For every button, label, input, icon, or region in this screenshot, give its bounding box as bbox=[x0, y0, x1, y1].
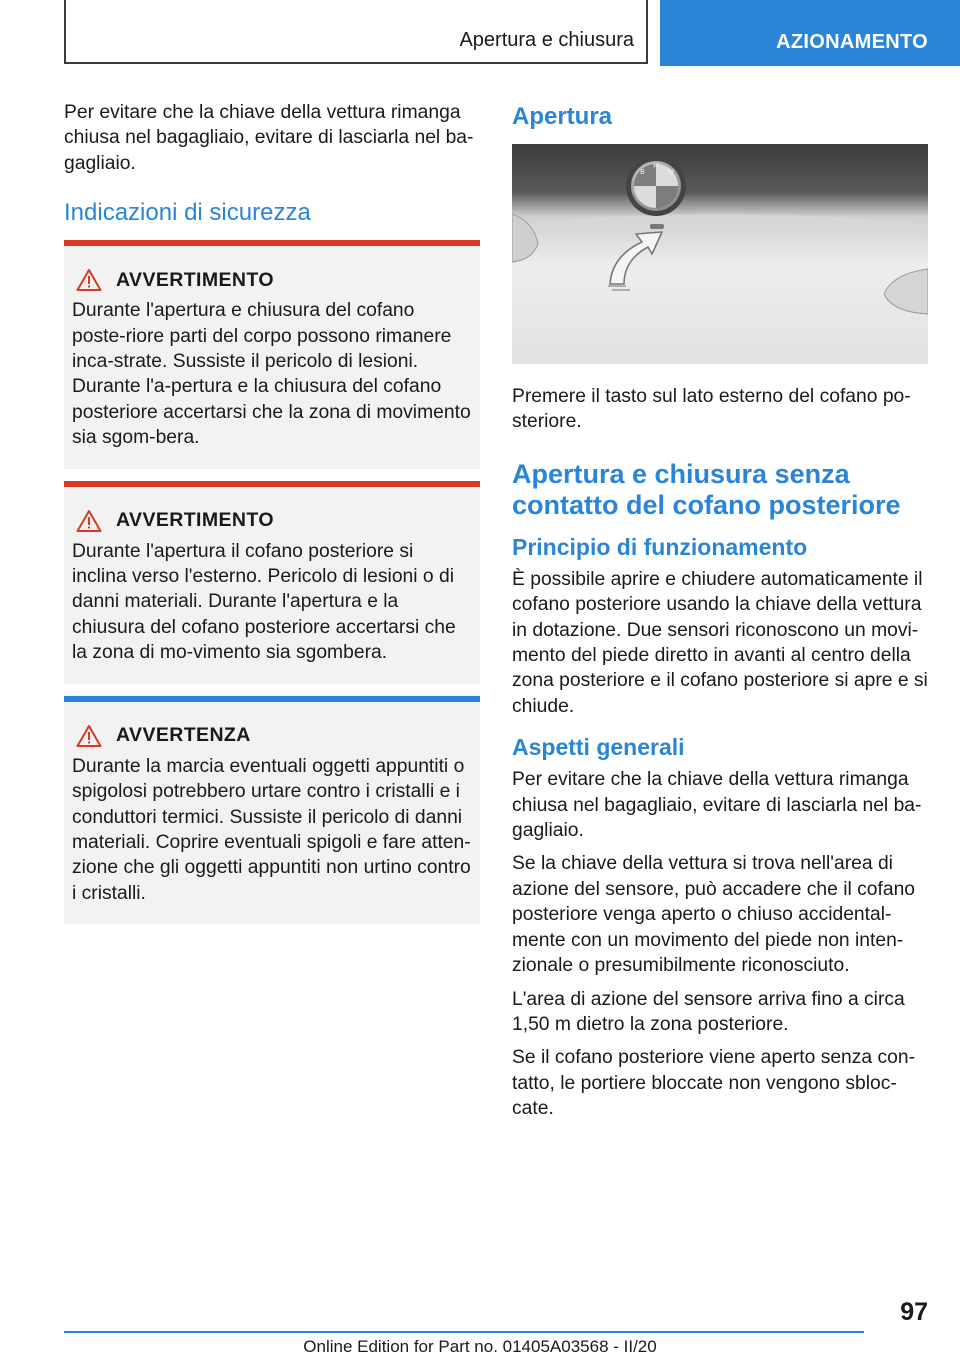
notice-box bbox=[64, 696, 480, 924]
principle-heading: Principio di funzionamento bbox=[512, 533, 808, 560]
notice-label: AVVERTENZA bbox=[116, 724, 251, 747]
general-paragraph: Per evitare che la chiave della vettura rimanga chiusa nel bagagliaio, evitare di lasciarla nel ba-gagliaio. bbox=[512, 769, 922, 842]
warning-triangle-icon bbox=[76, 509, 102, 533]
footer-rule bbox=[64, 1331, 864, 1333]
warning-triangle-icon bbox=[76, 268, 102, 292]
intro-paragraph: Per evitare che la chiave della vettura rimanga chiusa nel bagagliaio, evitare di lasciarla nel ba-gagliaio. bbox=[64, 102, 474, 174]
warning-label: AVVERTIMENTO bbox=[116, 268, 274, 291]
general-paragraph: L'area di azione del sensore arriva fino a circa 1,50 m dietro la zona posteriore. bbox=[512, 988, 905, 1035]
chapter-title: AZIONAMENTO bbox=[776, 31, 928, 53]
contactless-heading: Apertura e chiusura senza contatto del cofano posteriore bbox=[512, 458, 901, 520]
right-column bbox=[512, 102, 928, 1130]
notice-triangle-icon bbox=[76, 724, 102, 748]
warning-title bbox=[72, 266, 472, 294]
general-paragraph: Se la chiave della vettura si trova nell'area di azione del sensore, può accadere che il cofano posteriore venga aperto o chiuso accidental-mente con un movimento del piede non inten-zionale o presumibilmente riconosciuto. bbox=[512, 853, 916, 977]
logo-letter: M bbox=[653, 162, 660, 170]
tailgate-button-illustration bbox=[512, 144, 928, 364]
warning-title bbox=[72, 507, 472, 535]
opening-heading: Apertura bbox=[512, 103, 613, 130]
logo-letter: W bbox=[667, 168, 674, 176]
warning-text: Durante l'apertura e chiusura del cofano poste-riore parti del corpo possono rimanere inca-strate. Sussiste il pericolo di lesioni. Durante l'a-pertura e la chiusura del cofano posteriore accertarsi che la zona di movimento sia sgom-bera. bbox=[72, 300, 471, 449]
notice-title bbox=[72, 722, 472, 750]
warning-label: AVVERTIMENTO bbox=[116, 509, 274, 532]
warning-text: Durante l'apertura il cofano posteriore si inclina verso l'esterno. Pericolo di lesioni o di danni materiali. Durante l'apertura e la chiusura del cofano posteriore accertarsi che la zona di mo-vimento sia sgombera. bbox=[72, 540, 456, 664]
logo-letter: B bbox=[640, 168, 645, 176]
edition-line: Online Edition for Part no. 01405A03568 - II/20 bbox=[303, 1337, 657, 1356]
principle-paragraph: È possibile aprire e chiudere automaticamente il cofano posteriore usando la chiave della vettura in dotazione. Due sensori riconoscono un movi-mento del piede diretto in avanti al centro della zona posteriore e il cofano posteriore si apre e si chiude. bbox=[512, 568, 928, 717]
opening-caption: Premere il tasto sul lato esterno del cofano po-steriore. bbox=[512, 386, 911, 433]
left-column bbox=[64, 100, 480, 924]
notice-text: Durante la marcia eventuali oggetti appuntiti o spigolosi potrebbero urtare contro i cristalli e i conduttori termici. Sussiste il pericolo di danni materiali. Coprire eventuali spigoli e fare atten-zione che gli oggetti appuntiti non urtino contro i cristalli. bbox=[72, 755, 471, 904]
header-section-tab bbox=[64, 0, 648, 64]
header-chapter-tab bbox=[660, 0, 960, 66]
page-number: 97 bbox=[900, 1298, 928, 1326]
warning-box-2 bbox=[64, 481, 480, 684]
safety-heading: Indicazioni di sicurezza bbox=[64, 199, 311, 227]
general-heading: Aspetti generali bbox=[512, 734, 685, 761]
section-title: Apertura e chiusura bbox=[459, 29, 634, 51]
general-paragraph: Se il cofano posteriore viene aperto senza con-tatto, le portiere bloccate non vengono sbloc-cate. bbox=[512, 1047, 916, 1120]
warning-box-1 bbox=[64, 240, 480, 468]
